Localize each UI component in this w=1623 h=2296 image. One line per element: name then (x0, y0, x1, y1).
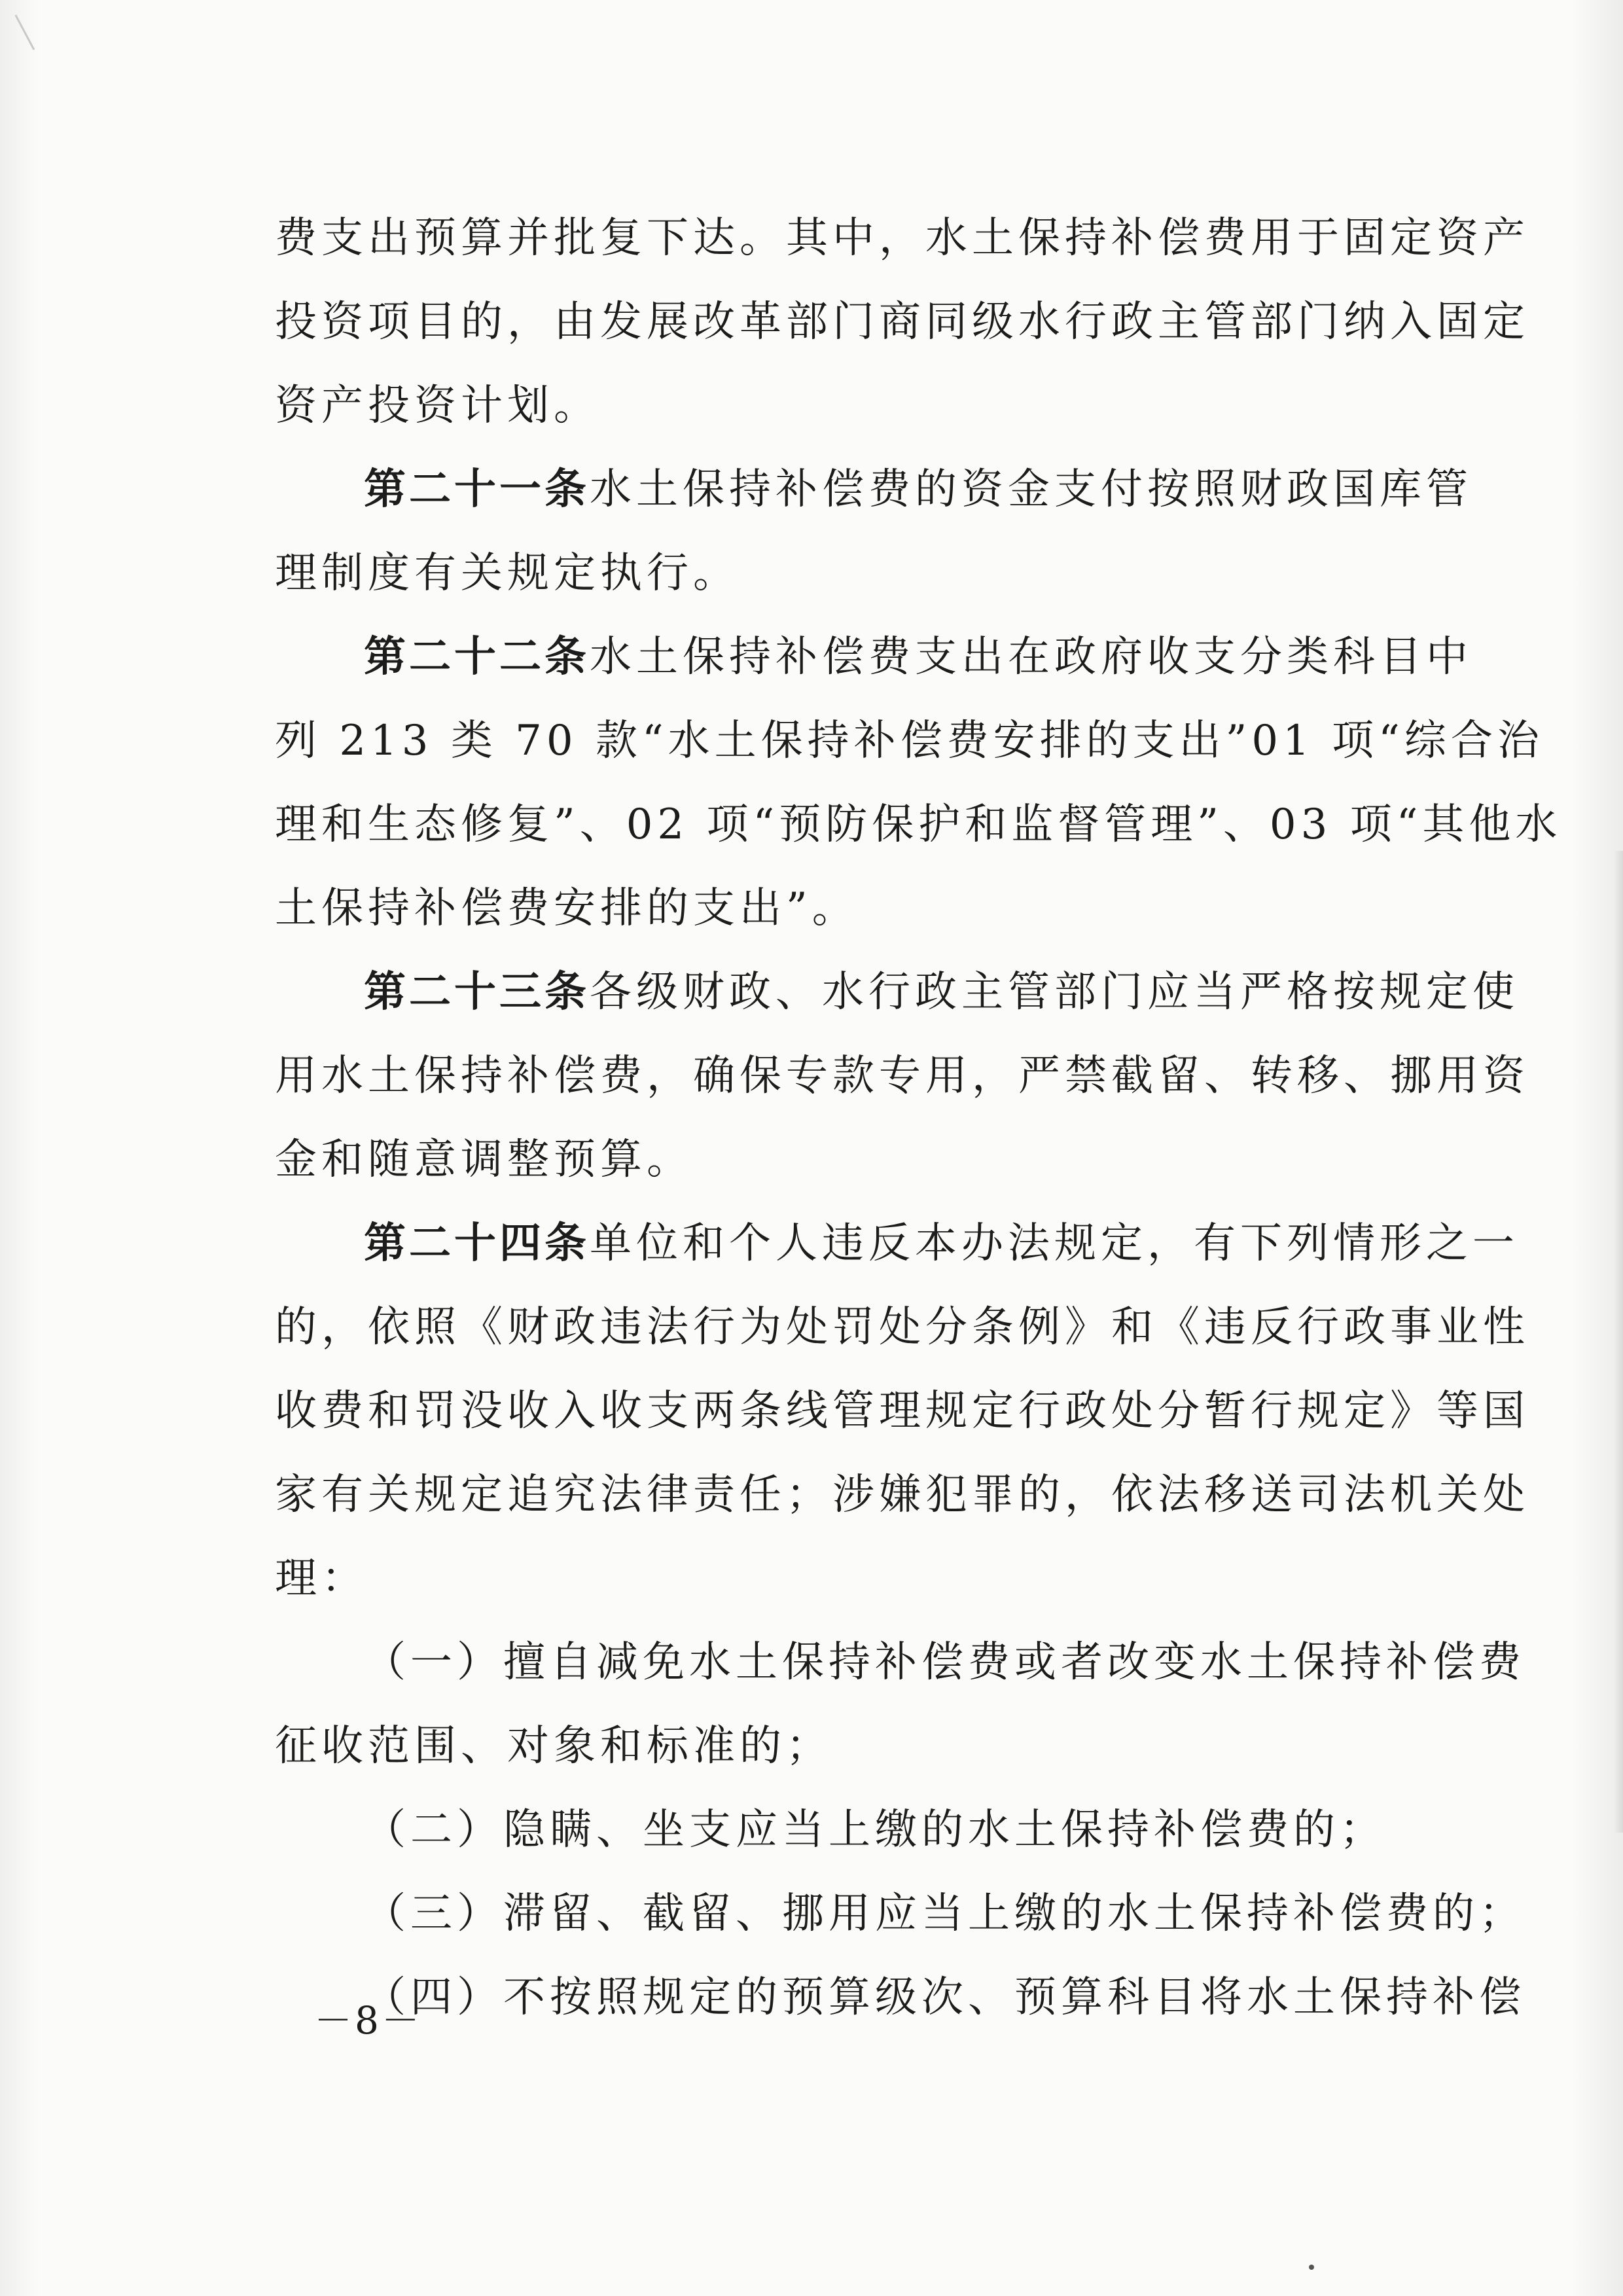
article-22 (275, 615, 1472, 699)
line-text: 用水土保持补偿费，确保专款专用，严禁截留、转移、挪用资 (275, 1052, 1529, 1100)
article-number: 第二十三条 (364, 967, 590, 1016)
line-text: 投资项目的，由发展改革部门商同级水行政主管部门纳入固定 (275, 298, 1529, 346)
line-text: 家有关规定追究法律责任；涉嫌犯罪的，依法移送司法机关处 (275, 1471, 1529, 1519)
text-line (275, 280, 1529, 364)
line-text: 的，依照《财政违法行为处罚处分条例》和《违反行政事业性 (275, 1303, 1529, 1352)
scan-edge-shadow (1614, 851, 1623, 1833)
list-item-1 (275, 1621, 1525, 1704)
article-24 (275, 1202, 1519, 1285)
line-text: 收费和罚没收入收支两条线管理规定行政处分暂行规定》等国 (275, 1387, 1529, 1435)
scan-dot (1309, 2265, 1314, 2270)
text-line (275, 1285, 1529, 1369)
text-line (275, 196, 1529, 280)
body-text (275, 196, 1562, 2039)
list-item-3 (275, 1872, 1525, 1956)
list-item-4 (275, 1956, 1525, 2039)
line-text: 水土保持补偿费支出在政府收支分类科目中 (590, 633, 1472, 681)
line-text: 资产投资计划。 (275, 382, 600, 430)
text-line (275, 699, 1544, 783)
line-text: （三）滞留、截留、挪用应当上缴的水土保持补偿费的； (364, 1890, 1525, 1938)
line-text: 征收范围、对象和标准的； (275, 1722, 832, 1770)
article-21 (275, 448, 1472, 531)
line-text: 理制度有关规定执行。 (275, 549, 740, 598)
line-text: 列 213 类 70 款“水土保持补偿费安排的支出”01 项“综合治 (275, 717, 1544, 765)
text-line (275, 1704, 1453, 1788)
text-line (275, 1537, 1453, 1621)
text-line (275, 1118, 1453, 1202)
scan-corner-mark (14, 2, 58, 50)
line-text: 金和随意调整预算。 (275, 1136, 693, 1184)
text-line (275, 531, 1453, 615)
article-number: 第二十二条 (364, 632, 590, 681)
text-line (275, 867, 1453, 950)
page-number: －8－ (314, 1998, 422, 2043)
article-number: 第二十一条 (364, 465, 590, 514)
line-text: 单位和个人违反本办法规定，有下列情形之一 (590, 1219, 1519, 1268)
text-line (275, 1034, 1529, 1118)
article-23 (275, 950, 1519, 1034)
text-line (275, 1369, 1529, 1453)
line-text: 费支出预算并批复下达。其中，水土保持补偿费用于固定资产 (275, 214, 1529, 262)
line-text: 理和生态修复”、02 项“预防保护和监督管理”、03 项“其他水 (275, 800, 1562, 849)
line-text: （二）隐瞒、坐支应当上缴的水土保持补偿费的； (364, 1806, 1386, 1854)
article-number: 第二十四条 (364, 1219, 590, 1268)
list-item-2 (275, 1788, 1453, 1872)
line-text: （一）擅自减免水土保持补偿费或者改变水土保持补偿费 (364, 1638, 1525, 1687)
line-text: 各级财政、水行政主管部门应当严格按规定使 (590, 968, 1519, 1016)
line-text: （四）不按照规定的预算级次、预算科目将水土保持补偿 (364, 1973, 1525, 2022)
line-text: 理： (275, 1554, 368, 1603)
line-text: 水土保持补偿费的资金支付按照财政国库管 (590, 465, 1472, 514)
text-line (275, 364, 1453, 448)
line-text: 土保持补偿费安排的支出”。 (275, 884, 859, 933)
text-line (275, 1453, 1529, 1537)
text-line (275, 783, 1562, 867)
